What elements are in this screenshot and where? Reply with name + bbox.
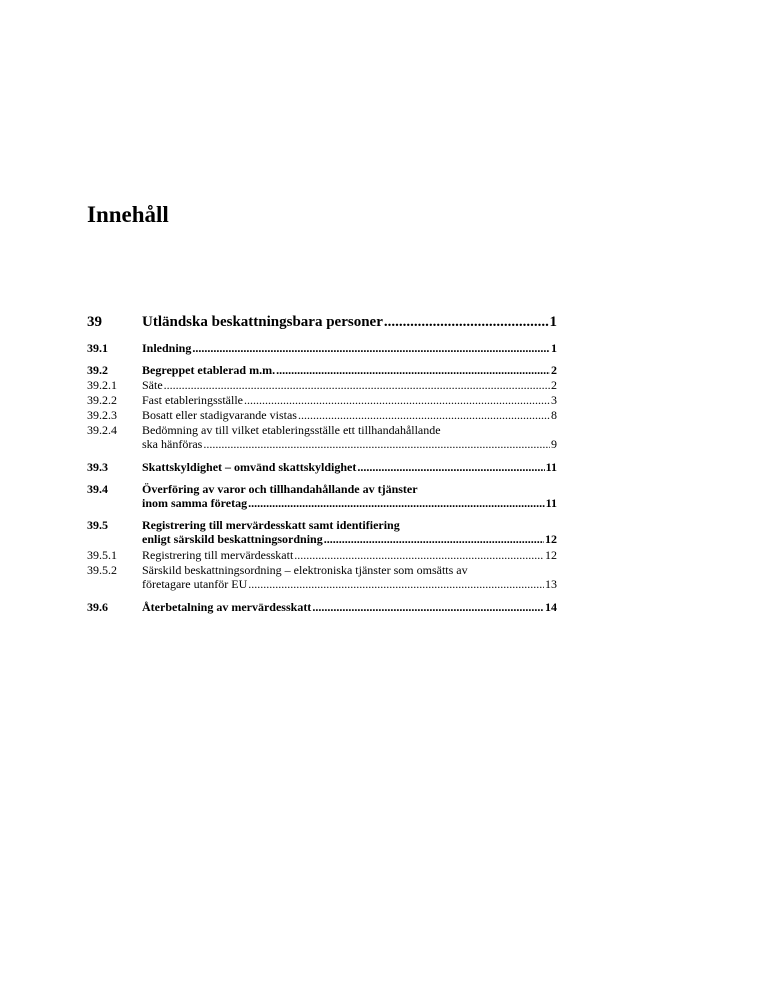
table-of-contents bbox=[87, 0, 557, 994]
toc-page-number: 13 bbox=[545, 577, 557, 591]
toc-label: enligt särskild beskattningsordning bbox=[142, 532, 323, 546]
toc-label-line: Särskild beskattningsordning – elektroniska tjänster som omsätts av bbox=[142, 563, 468, 577]
dot-leader bbox=[384, 313, 549, 331]
toc-number: 39.5.2 bbox=[87, 563, 117, 577]
dot-leader bbox=[312, 600, 544, 614]
toc-label-line: Överföring av varor och tillhandahållande av tjänster bbox=[142, 482, 418, 496]
toc-number: 39.1 bbox=[87, 341, 108, 355]
toc-leader-line bbox=[142, 460, 557, 474]
dot-leader bbox=[192, 341, 550, 355]
dot-leader bbox=[164, 378, 550, 392]
toc-label: Utländska beskattningsbara personer bbox=[142, 314, 383, 330]
toc-number: 39.4 bbox=[87, 482, 108, 496]
toc-label: Begreppet etablerad m.m. bbox=[142, 363, 276, 377]
toc-page-number: 2 bbox=[551, 378, 557, 392]
toc-label: företagare utanför EU bbox=[142, 577, 248, 591]
toc-leader-line bbox=[142, 363, 557, 377]
toc-number: 39.5 bbox=[87, 518, 108, 532]
toc-page-number: 2 bbox=[551, 363, 557, 377]
toc-label: inom samma företag bbox=[142, 496, 248, 510]
page-title: Innehåll bbox=[87, 202, 169, 227]
toc-leader-line bbox=[142, 313, 557, 331]
toc-number: 39.6 bbox=[87, 600, 108, 614]
toc-page-number: 1 bbox=[549, 314, 557, 330]
toc-label: Säte bbox=[142, 378, 163, 392]
toc-page-number: 14 bbox=[545, 600, 557, 614]
toc-leader-line bbox=[142, 577, 557, 591]
toc-page-number: 11 bbox=[545, 496, 557, 510]
toc-page-number: 8 bbox=[551, 408, 557, 422]
toc-label: Inledning bbox=[142, 341, 192, 355]
toc-number: 39.2.4 bbox=[87, 423, 117, 437]
dot-leader bbox=[298, 408, 550, 422]
toc-number: 39 bbox=[87, 314, 102, 330]
toc-leader-line bbox=[142, 548, 557, 562]
toc-label: Återbetalning av mervärdesskatt bbox=[142, 600, 312, 614]
toc-label: ska hänföras bbox=[142, 437, 203, 451]
toc-leader-line bbox=[142, 496, 557, 510]
toc-number: 39.5.1 bbox=[87, 548, 117, 562]
toc-number: 39.2.3 bbox=[87, 408, 117, 422]
toc-leader-line bbox=[142, 341, 557, 355]
toc-label-line: Bedömning av till vilket etableringsställe ett tillhandahållande bbox=[142, 423, 441, 437]
dot-leader bbox=[324, 532, 544, 546]
dot-leader bbox=[294, 548, 544, 562]
toc-number: 39.3 bbox=[87, 460, 108, 474]
toc-page-number: 12 bbox=[545, 548, 557, 562]
toc-label-line: Registrering till mervärdesskatt samt identifiering bbox=[142, 518, 400, 532]
dot-leader bbox=[357, 460, 544, 474]
dot-leader bbox=[203, 437, 550, 451]
toc-number: 39.2.2 bbox=[87, 393, 117, 407]
toc-leader-line bbox=[142, 437, 557, 451]
toc-leader-line bbox=[142, 408, 557, 422]
toc-label: Fast etableringsställe bbox=[142, 393, 243, 407]
toc-leader-line bbox=[142, 532, 557, 546]
toc-page-number: 11 bbox=[545, 460, 557, 474]
toc-page-number: 3 bbox=[551, 393, 557, 407]
toc-label: Bosatt eller stadigvarande vistas bbox=[142, 408, 297, 422]
toc-page-number: 9 bbox=[551, 437, 557, 451]
toc-leader-line bbox=[142, 600, 557, 614]
dot-leader bbox=[248, 496, 545, 510]
dot-leader bbox=[244, 393, 550, 407]
toc-leader-line bbox=[142, 393, 557, 407]
toc-number: 39.2 bbox=[87, 363, 108, 377]
toc-label: Registrering till mervärdesskatt bbox=[142, 548, 294, 562]
toc-page-number: 12 bbox=[545, 532, 557, 546]
dot-leader bbox=[276, 363, 550, 377]
toc-leader-line bbox=[142, 378, 557, 392]
toc-label: Skattskyldighet – omvänd skattskyldighet bbox=[142, 460, 357, 474]
toc-page-number: 1 bbox=[551, 341, 557, 355]
dot-leader bbox=[248, 577, 544, 591]
toc-number: 39.2.1 bbox=[87, 378, 117, 392]
